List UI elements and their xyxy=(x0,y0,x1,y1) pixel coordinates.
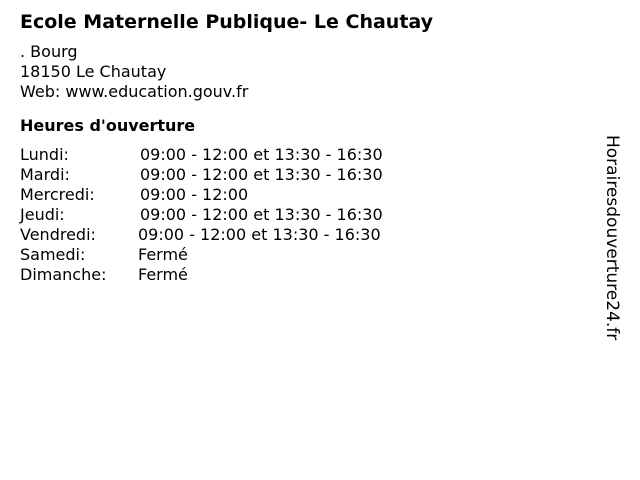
day-label: Jeudi: xyxy=(20,205,65,224)
school-card xyxy=(20,10,600,285)
time-value: 09:00 - 12:00 et 13:30 - 16:30 xyxy=(138,225,381,244)
hours-table xyxy=(20,145,600,285)
time-value: Fermé xyxy=(138,245,188,264)
time-value: 09:00 - 12:00 et 13:30 - 16:30 xyxy=(140,165,383,184)
school-name: Ecole Maternelle Publique- Le Chautay xyxy=(20,11,434,33)
address-city: 18150 Le Chautay xyxy=(20,62,167,81)
hours-row-mardi xyxy=(20,165,600,185)
day-label: Vendredi: xyxy=(20,225,96,244)
hours-row-samedi xyxy=(20,245,600,265)
hours-row-vendredi xyxy=(20,225,600,245)
address-block xyxy=(20,42,600,102)
day-label: Lundi: xyxy=(20,145,69,164)
hours-row-dimanche xyxy=(20,265,600,285)
hours-heading: Heures d'ouverture xyxy=(20,116,196,135)
day-label: Dimanche: xyxy=(20,265,107,284)
address-street: . Bourg xyxy=(20,42,78,61)
site-watermark: Horairesdouverture24.fr xyxy=(602,135,622,341)
hours-row-jeudi xyxy=(20,205,600,225)
day-label: Mardi: xyxy=(20,165,70,184)
time-value: 09:00 - 12:00 xyxy=(140,185,249,204)
address-web: Web: www.education.gouv.fr xyxy=(20,82,249,101)
hours-row-mercredi xyxy=(20,185,600,205)
time-value: 09:00 - 12:00 et 13:30 - 16:30 xyxy=(140,205,383,224)
day-label: Mercredi: xyxy=(20,185,95,204)
day-label: Samedi: xyxy=(20,245,86,264)
time-value: 09:00 - 12:00 et 13:30 - 16:30 xyxy=(140,145,383,164)
time-value: Fermé xyxy=(138,265,188,284)
hours-row-lundi xyxy=(20,145,600,165)
